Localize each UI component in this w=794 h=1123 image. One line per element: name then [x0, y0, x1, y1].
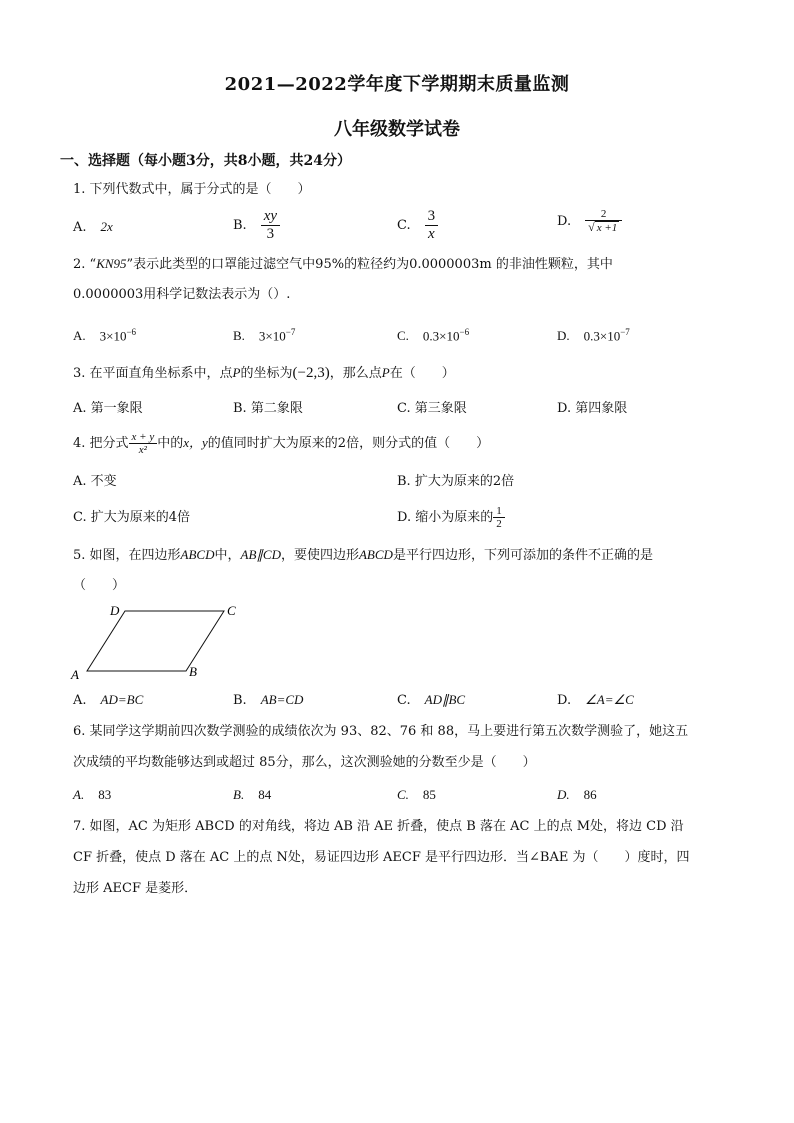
q2-b-exp: −7	[285, 327, 296, 337]
q2-option-b	[233, 323, 295, 345]
q4-option-b: B. 扩大为原来的2倍	[397, 474, 515, 489]
q4-stem-mid: 中的	[157, 436, 184, 451]
q6-option-a	[73, 786, 111, 804]
q2-b-base: 3×10	[258, 328, 286, 344]
q1-b-num: xy	[261, 208, 280, 226]
vertex-d-label: D	[110, 603, 120, 618]
q5-c-text: AD∥BC	[424, 692, 466, 707]
q1-option-a	[73, 218, 113, 237]
q5-parallel: AB∥CD	[240, 547, 281, 562]
q1-d-den-wrap	[585, 221, 622, 234]
q5-abcd: ABCD	[180, 547, 215, 562]
q2-d-exp: −7	[620, 327, 630, 337]
q1-option-b	[233, 208, 280, 243]
q1-stem: 1. 下列代数式中，属于分式的是（ ）	[73, 182, 311, 197]
q2-option-a	[73, 323, 136, 345]
q3-stem	[73, 364, 455, 383]
q3-point-p-2: P	[381, 365, 390, 380]
q5-a-text: AD=BC	[100, 692, 144, 707]
q2-b-label: B.	[233, 328, 245, 344]
q1-b-fraction	[261, 208, 280, 243]
q1-d-fraction	[585, 208, 622, 234]
q5-stem-line1	[73, 546, 653, 565]
q6-stem-line1: 6. 某同学这学期前四次数学测验的成绩依次为 93、82、76 和 88，马上要进行第五次数学测验了，她这五	[73, 724, 689, 739]
q5-a-label: A.	[73, 693, 87, 708]
q3-stem-mid: 的坐标为	[240, 366, 293, 381]
q3-coordinate: (−2,3)	[292, 365, 330, 381]
q3-option-c: C. 第三象限	[397, 401, 467, 416]
q4-fraction	[129, 431, 158, 456]
q4-d-den: 2	[496, 518, 502, 530]
q4-stem-pre: 4. 把分式	[73, 436, 129, 451]
q7-line2: CF 折叠，使点 D 落在 AC 上的点 N处，易证四边形 AECF 是平行四边形．当∠BAE 为（ ）度时，四	[73, 850, 690, 865]
q2-a-exp: −6	[126, 327, 137, 337]
q4-den: x²	[138, 444, 147, 456]
q4-d-num: 1	[493, 505, 505, 518]
q6-d-text: 86	[583, 787, 597, 802]
page-title: 2021—2022学年度下学期期末质量监测	[224, 74, 570, 95]
q5-stem-line2: （ ）	[73, 578, 126, 593]
q6-a-text: 83	[98, 787, 112, 802]
q3-option-a: A. 第一象限	[73, 401, 143, 416]
q2-a-base: 3×10	[99, 328, 127, 344]
q6-d-label: D.	[557, 787, 570, 802]
q2-stem-post: ”表示此类型的口罩能过滤空气中95%的粒径约为0.0000003m 的非油性颗粒，其中	[126, 257, 613, 272]
vertex-b-label: B	[189, 664, 197, 679]
q6-stem-line2: 次成绩的平均数能够达到或超过 85分，那么，这次测验她的分数至少是（ ）	[73, 755, 536, 770]
section-heading: 一、选择题（每小题3分，共8小题，共24分）	[60, 153, 351, 169]
q2-d-label: D.	[557, 328, 570, 344]
q5-b-label: B.	[233, 693, 247, 708]
page-subtitle: 八年级数学试卷	[334, 119, 460, 140]
q2-c-base: 0.3×10	[422, 328, 460, 344]
q3-stem-pre: 3. 在平面直角坐标系中，点	[73, 366, 233, 381]
q2-c-exp: −6	[459, 327, 470, 337]
q2-stem-line1	[73, 255, 613, 274]
q6-option-c	[397, 786, 436, 804]
q7-line1: 7. 如图，AC 为矩形 ABCD 的对角线，将边 AB 沿 AE 折叠，使点 B 落在 AC 上的点 M处，将边 CD 沿	[73, 819, 684, 834]
vertex-c-label: C	[227, 603, 236, 618]
q1-option-d	[557, 208, 622, 234]
q6-b-label: B.	[233, 787, 245, 802]
q5-option-c	[397, 691, 465, 710]
q1-c-num: 3	[425, 208, 439, 226]
q5-option-d	[557, 691, 634, 710]
q1-a-label: A.	[73, 220, 87, 235]
q3-option-d: D. 第四象限	[557, 401, 628, 416]
q3-stem-post: 在（ ）	[389, 366, 455, 381]
q5-d-label: D.	[557, 693, 572, 708]
q4-d-fraction	[493, 505, 505, 530]
q1-c-label: C.	[397, 218, 411, 233]
q1-a-text: 2x	[100, 219, 113, 234]
q1-d-num: 2	[585, 208, 622, 221]
q2-stem-pre: 2. “	[73, 257, 97, 272]
q4-num: x + y	[129, 431, 158, 444]
q6-option-b	[233, 786, 271, 804]
q4-option-a: A. 不变	[73, 474, 117, 489]
q4-stem-post: 的值同时扩大为原来的2倍，则分式的值（ ）	[207, 436, 490, 451]
q6-a-label: A.	[73, 787, 85, 802]
sqrt-symbol-icon: √	[588, 220, 595, 234]
q1-c-den: x	[428, 226, 435, 242]
q6-b-text: 84	[258, 787, 272, 802]
q1-d-label: D.	[557, 213, 572, 229]
q2-a-label: A.	[73, 328, 86, 344]
q3-option-b: B. 第二象限	[233, 401, 303, 416]
q7-line3: 边形 AECF 是菱形．	[73, 881, 198, 896]
q4-option-c: C. 扩大为原来的4倍	[73, 510, 191, 525]
q2-kn95: KN95	[96, 256, 127, 271]
q5-b-text: AB=CD	[260, 692, 304, 707]
q5-abcd-2: ABCD	[358, 547, 393, 562]
q4-stem	[73, 431, 489, 456]
q6-c-text: 85	[422, 787, 436, 802]
q2-option-d	[557, 323, 630, 345]
q6-option-d	[557, 786, 597, 804]
q5-d-text: ∠A=∠C	[585, 692, 634, 707]
q2-stem-line2: 0.0000003用科学记数法表示为（）.	[73, 287, 291, 302]
q4-vars: x，y	[183, 435, 208, 450]
q5-stem-pre: 5. 如图，在四边形	[73, 548, 181, 563]
q4-option-d	[397, 505, 505, 530]
q1-b-label: B.	[233, 218, 247, 233]
q1-c-fraction	[425, 208, 439, 243]
q5-option-a	[73, 691, 143, 710]
q1-option-c	[397, 208, 438, 243]
q4-d-pre: D. 缩小为原来的	[397, 510, 494, 525]
parallelogram-shape	[87, 611, 224, 671]
q1-d-den: x +1	[596, 222, 618, 234]
q5-option-b	[233, 691, 303, 710]
q5-stem-mid: 中，	[214, 548, 241, 563]
parallelogram-figure	[66, 600, 246, 682]
q3-stem-mid2: ，那么点	[329, 366, 382, 381]
q3-point-p: P	[232, 365, 241, 380]
q1-b-den: 3	[266, 226, 275, 242]
q2-d-base: 0.3×10	[583, 328, 621, 344]
q5-stem-post: 是平行四边形，下列可添加的条件不正确的是	[392, 548, 653, 563]
q2-c-label: C.	[397, 328, 409, 344]
vertex-a-label: A	[71, 667, 79, 682]
q5-c-label: C.	[397, 693, 411, 708]
q6-c-label: C.	[397, 787, 409, 802]
q2-option-c	[397, 323, 469, 345]
q5-stem-mid2: ，要使四边形	[280, 548, 359, 563]
